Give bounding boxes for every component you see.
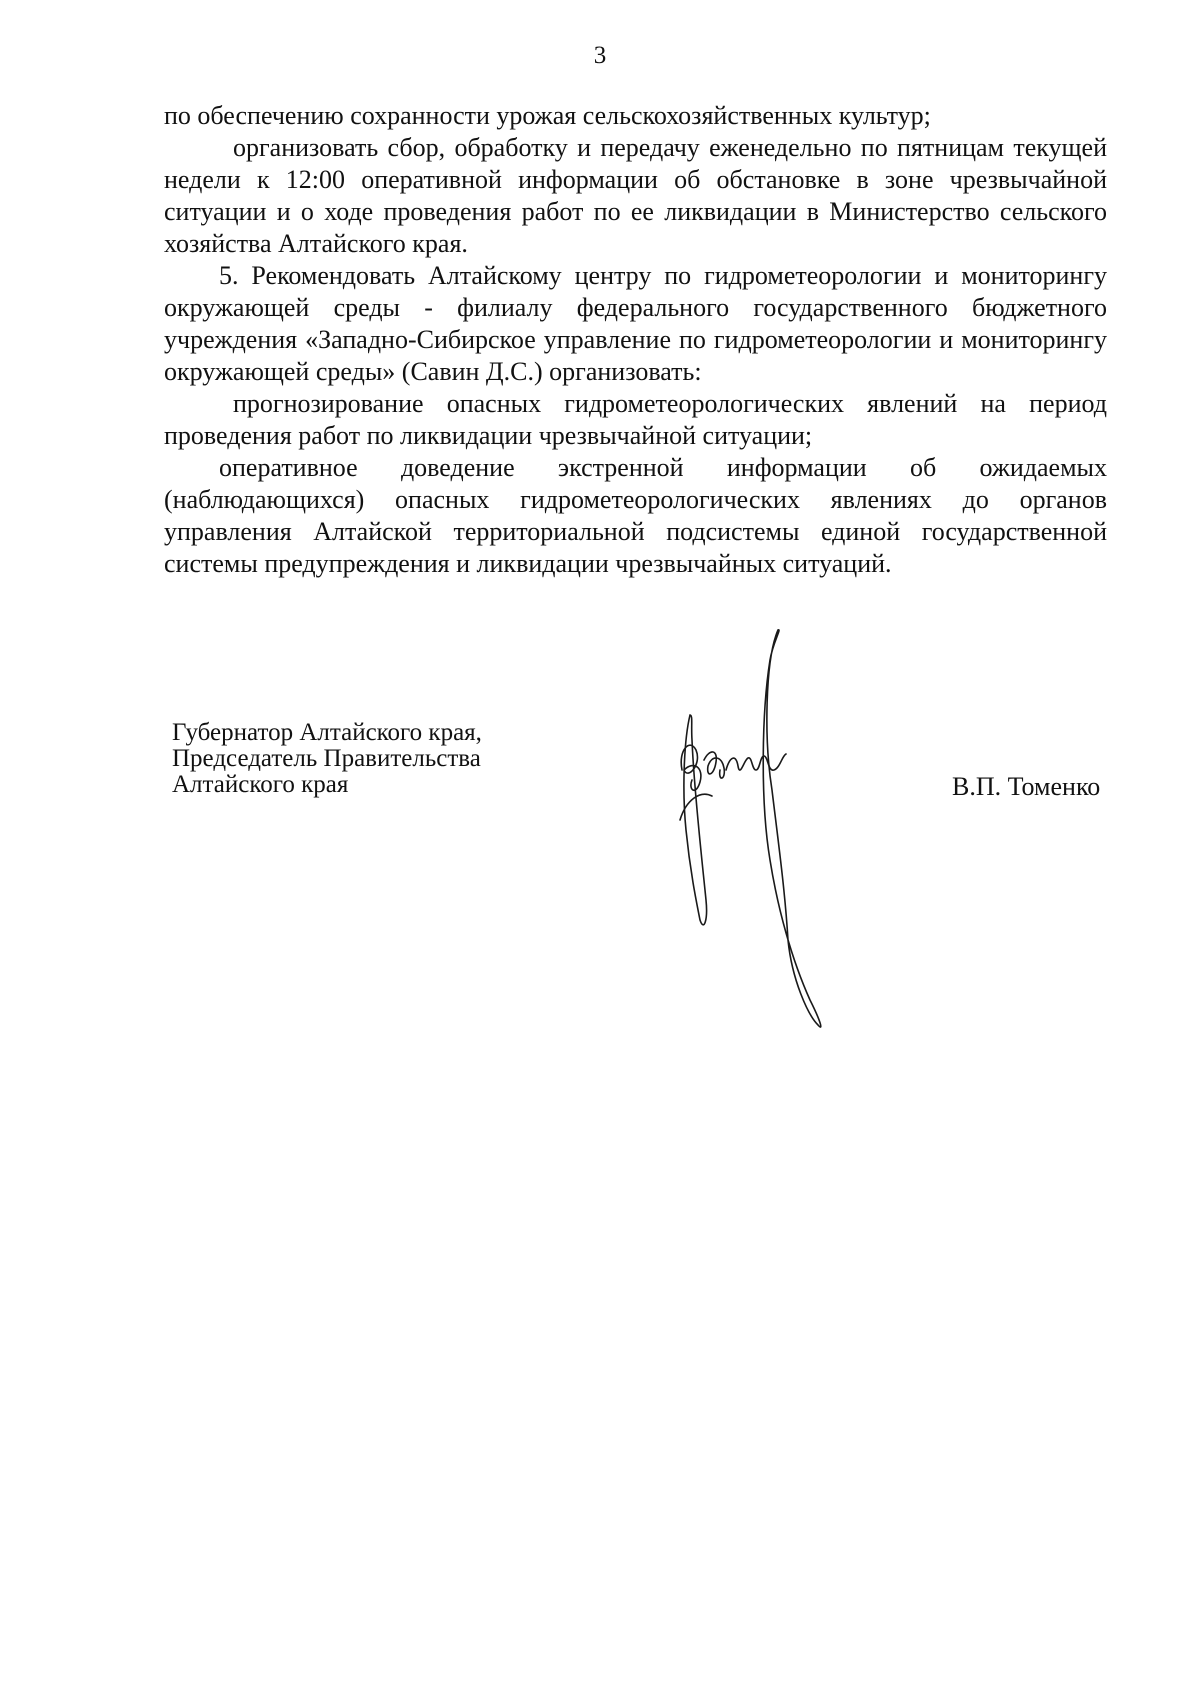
signatory-position — [172, 720, 482, 798]
page-number: 3 — [593, 42, 607, 69]
position-line-3: Алтайского края — [172, 771, 349, 798]
handwritten-signature — [660, 620, 860, 1040]
document-body — [164, 100, 1107, 580]
position-line-1: Губернатор Алтайского края, — [172, 719, 482, 746]
signatory-name: В.П. Томенко — [952, 772, 1101, 801]
paragraph-forecasting: прогнозирование опасных гидрометеорологических явлений на период проведения работ по ликвидации чрезвычайной ситуации; — [164, 389, 1107, 450]
paragraph-organize-collection: организовать сбор, обработку и передачу еженедельно по пятницам текущей недели к 12:00 оперативной информации об обстановке в зоне чрезвычайной ситуации и о ходе проведения работ по ее ликвидации в Министерство сельского хозяйства Алтайского края. — [164, 133, 1107, 258]
paragraph-continuation: по обеспечению сохранности урожая сельскохозяйственных культур; — [164, 101, 931, 130]
paragraph-item-5: 5. Рекомендовать Алтайскому центру по гидрометеорологии и мониторингу окружающей среды - филиалу федерального государственного бюджетного учреждения «Западно-Сибирское управление по гидрометеорологии и мониторингу окружающей среды» (Савин Д.С.) организовать: — [164, 261, 1107, 386]
paragraph-notification: оперативное доведение экстренной информации об ожидаемых (наблюдающихся) опасных гидрометеорологических явлениях до органов управления Алтайской территориальной подсистемы единой государственной системы предупреждения и ликвидации чрезвычайных ситуаций. — [164, 453, 1107, 578]
position-line-2: Председатель Правительства — [172, 745, 481, 772]
